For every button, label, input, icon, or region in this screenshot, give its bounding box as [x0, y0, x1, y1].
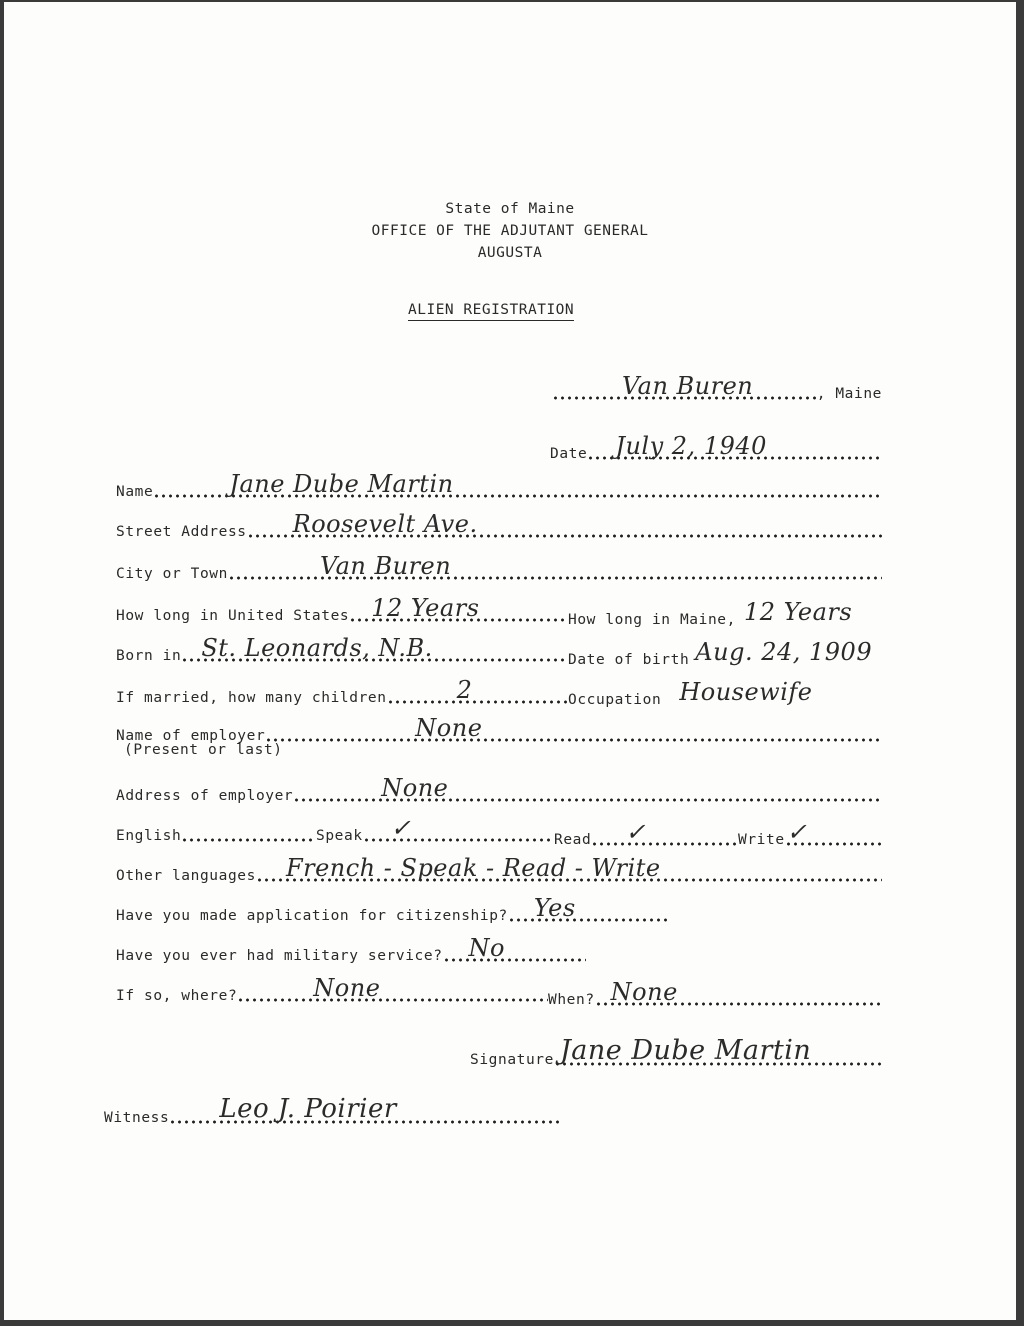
- english-line: [181, 822, 316, 842]
- street-field: [116, 510, 882, 540]
- date-value: July 2, 1940: [615, 432, 767, 460]
- how-long-maine-label: How long in Maine,: [568, 612, 736, 628]
- dob-line: [689, 638, 938, 666]
- read-label: Read: [554, 832, 592, 848]
- occupation-line: [661, 678, 882, 706]
- employer-address-field: [116, 774, 882, 804]
- where-value: None: [313, 974, 381, 1002]
- speak-line: [363, 814, 554, 842]
- speak-label: Speak: [316, 828, 363, 844]
- city-line: [228, 552, 882, 580]
- read-value: ✓: [625, 818, 646, 846]
- town-value: Van Buren: [622, 372, 754, 400]
- signature-field: [470, 1035, 882, 1068]
- employer-line: [265, 714, 882, 742]
- employer-label: Name of employer: [116, 728, 266, 744]
- write-label: Write: [738, 832, 785, 848]
- children-value: 2: [456, 676, 473, 704]
- signature-value: Jane Dube Martin: [559, 1035, 812, 1066]
- where-field: [116, 974, 548, 1004]
- military-line: [443, 934, 586, 962]
- born-value: St. Leonards, N.B.: [201, 634, 433, 662]
- city-label: City or Town: [116, 566, 228, 582]
- citizenship-label: Have you made application for citizenship?: [116, 908, 508, 924]
- witness-line: [169, 1094, 560, 1124]
- when-label: When?: [548, 992, 595, 1008]
- document-page: [4, 2, 1016, 1320]
- speak-field: [316, 814, 554, 844]
- read-field: [554, 818, 738, 848]
- write-value: ✓: [786, 818, 808, 846]
- date-label: Date: [550, 446, 588, 462]
- citizenship-field: [116, 894, 670, 924]
- name-label: Name: [116, 484, 154, 500]
- how-long-maine-value: 12 Years: [743, 598, 853, 626]
- write-line: [785, 818, 882, 846]
- dob-label: Date of birth: [568, 652, 690, 668]
- write-field: [738, 818, 882, 848]
- where-line: [237, 974, 548, 1002]
- when-field: [548, 978, 882, 1008]
- dob-field: [568, 638, 938, 668]
- town-field: [552, 372, 882, 402]
- married-field: [116, 676, 568, 706]
- header-state: State of Maine: [445, 201, 575, 217]
- occupation-field: [568, 678, 882, 708]
- name-value: Jane Dube Martin: [229, 470, 454, 498]
- witness-label: Witness: [104, 1110, 170, 1126]
- street-value: Roosevelt Ave.: [292, 510, 478, 538]
- married-line: [387, 676, 568, 704]
- other-languages-label: Other languages: [116, 868, 256, 884]
- other-languages-value: French - Speak - Read - Write: [285, 854, 661, 882]
- other-languages-field: [116, 854, 882, 884]
- employer-field: [116, 714, 882, 744]
- employer-value: None: [415, 714, 483, 742]
- how-long-us-field: [116, 594, 568, 624]
- city-value: Van Buren: [319, 552, 452, 580]
- witness-value: Leo J. Poirier: [219, 1094, 397, 1124]
- military-value: No: [468, 934, 505, 962]
- employer-sub-label: (Present or last): [124, 742, 283, 758]
- how-long-maine-line: [736, 598, 882, 626]
- english-field: [116, 820, 316, 844]
- how-long-us-line: [349, 594, 568, 622]
- date-line: [587, 432, 880, 460]
- citizenship-value: Yes: [533, 894, 576, 922]
- born-label: Born in: [116, 648, 182, 664]
- how-long-maine-field: [568, 598, 882, 628]
- occupation-value: Housewife: [679, 678, 813, 706]
- english-label: English: [116, 828, 182, 844]
- signature-line: [554, 1035, 882, 1066]
- married-label: If married, how many children: [116, 690, 387, 706]
- when-line: [595, 978, 882, 1006]
- dob-value: Aug. 24, 1909: [695, 638, 873, 666]
- born-line: [181, 634, 568, 662]
- other-languages-line: [256, 854, 882, 882]
- header-city: AUGUSTA: [477, 245, 543, 261]
- witness-field: [104, 1094, 560, 1126]
- street-line: [247, 510, 882, 538]
- town-line: [552, 372, 817, 400]
- how-long-us-label: How long in United States: [116, 608, 350, 624]
- occupation-label: Occupation: [568, 692, 662, 708]
- date-field: [550, 432, 880, 462]
- signature-label: Signature: [470, 1052, 554, 1068]
- name-field: [116, 470, 882, 500]
- header-office: OFFICE OF THE ADJUTANT GENERAL: [371, 223, 649, 239]
- military-field: [116, 934, 586, 964]
- form-title: ALIEN REGISTRATION: [408, 302, 574, 321]
- name-line: [153, 470, 882, 498]
- citizenship-line: [508, 894, 670, 922]
- military-label: Have you ever had military service?: [116, 948, 443, 964]
- employer-address-label: Address of employer: [116, 788, 294, 804]
- when-value: None: [610, 978, 678, 1006]
- town-suffix: , Maine: [816, 386, 882, 402]
- employer-address-line: [293, 774, 882, 802]
- born-field: [116, 634, 568, 664]
- read-line: [591, 818, 738, 846]
- how-long-us-value: 12 Years: [371, 594, 480, 622]
- street-label: Street Address: [116, 524, 247, 540]
- speak-value: ✓: [390, 814, 412, 842]
- city-field: [116, 552, 882, 582]
- employer-address-value: None: [381, 774, 449, 802]
- where-label: If so, where?: [116, 988, 238, 1004]
